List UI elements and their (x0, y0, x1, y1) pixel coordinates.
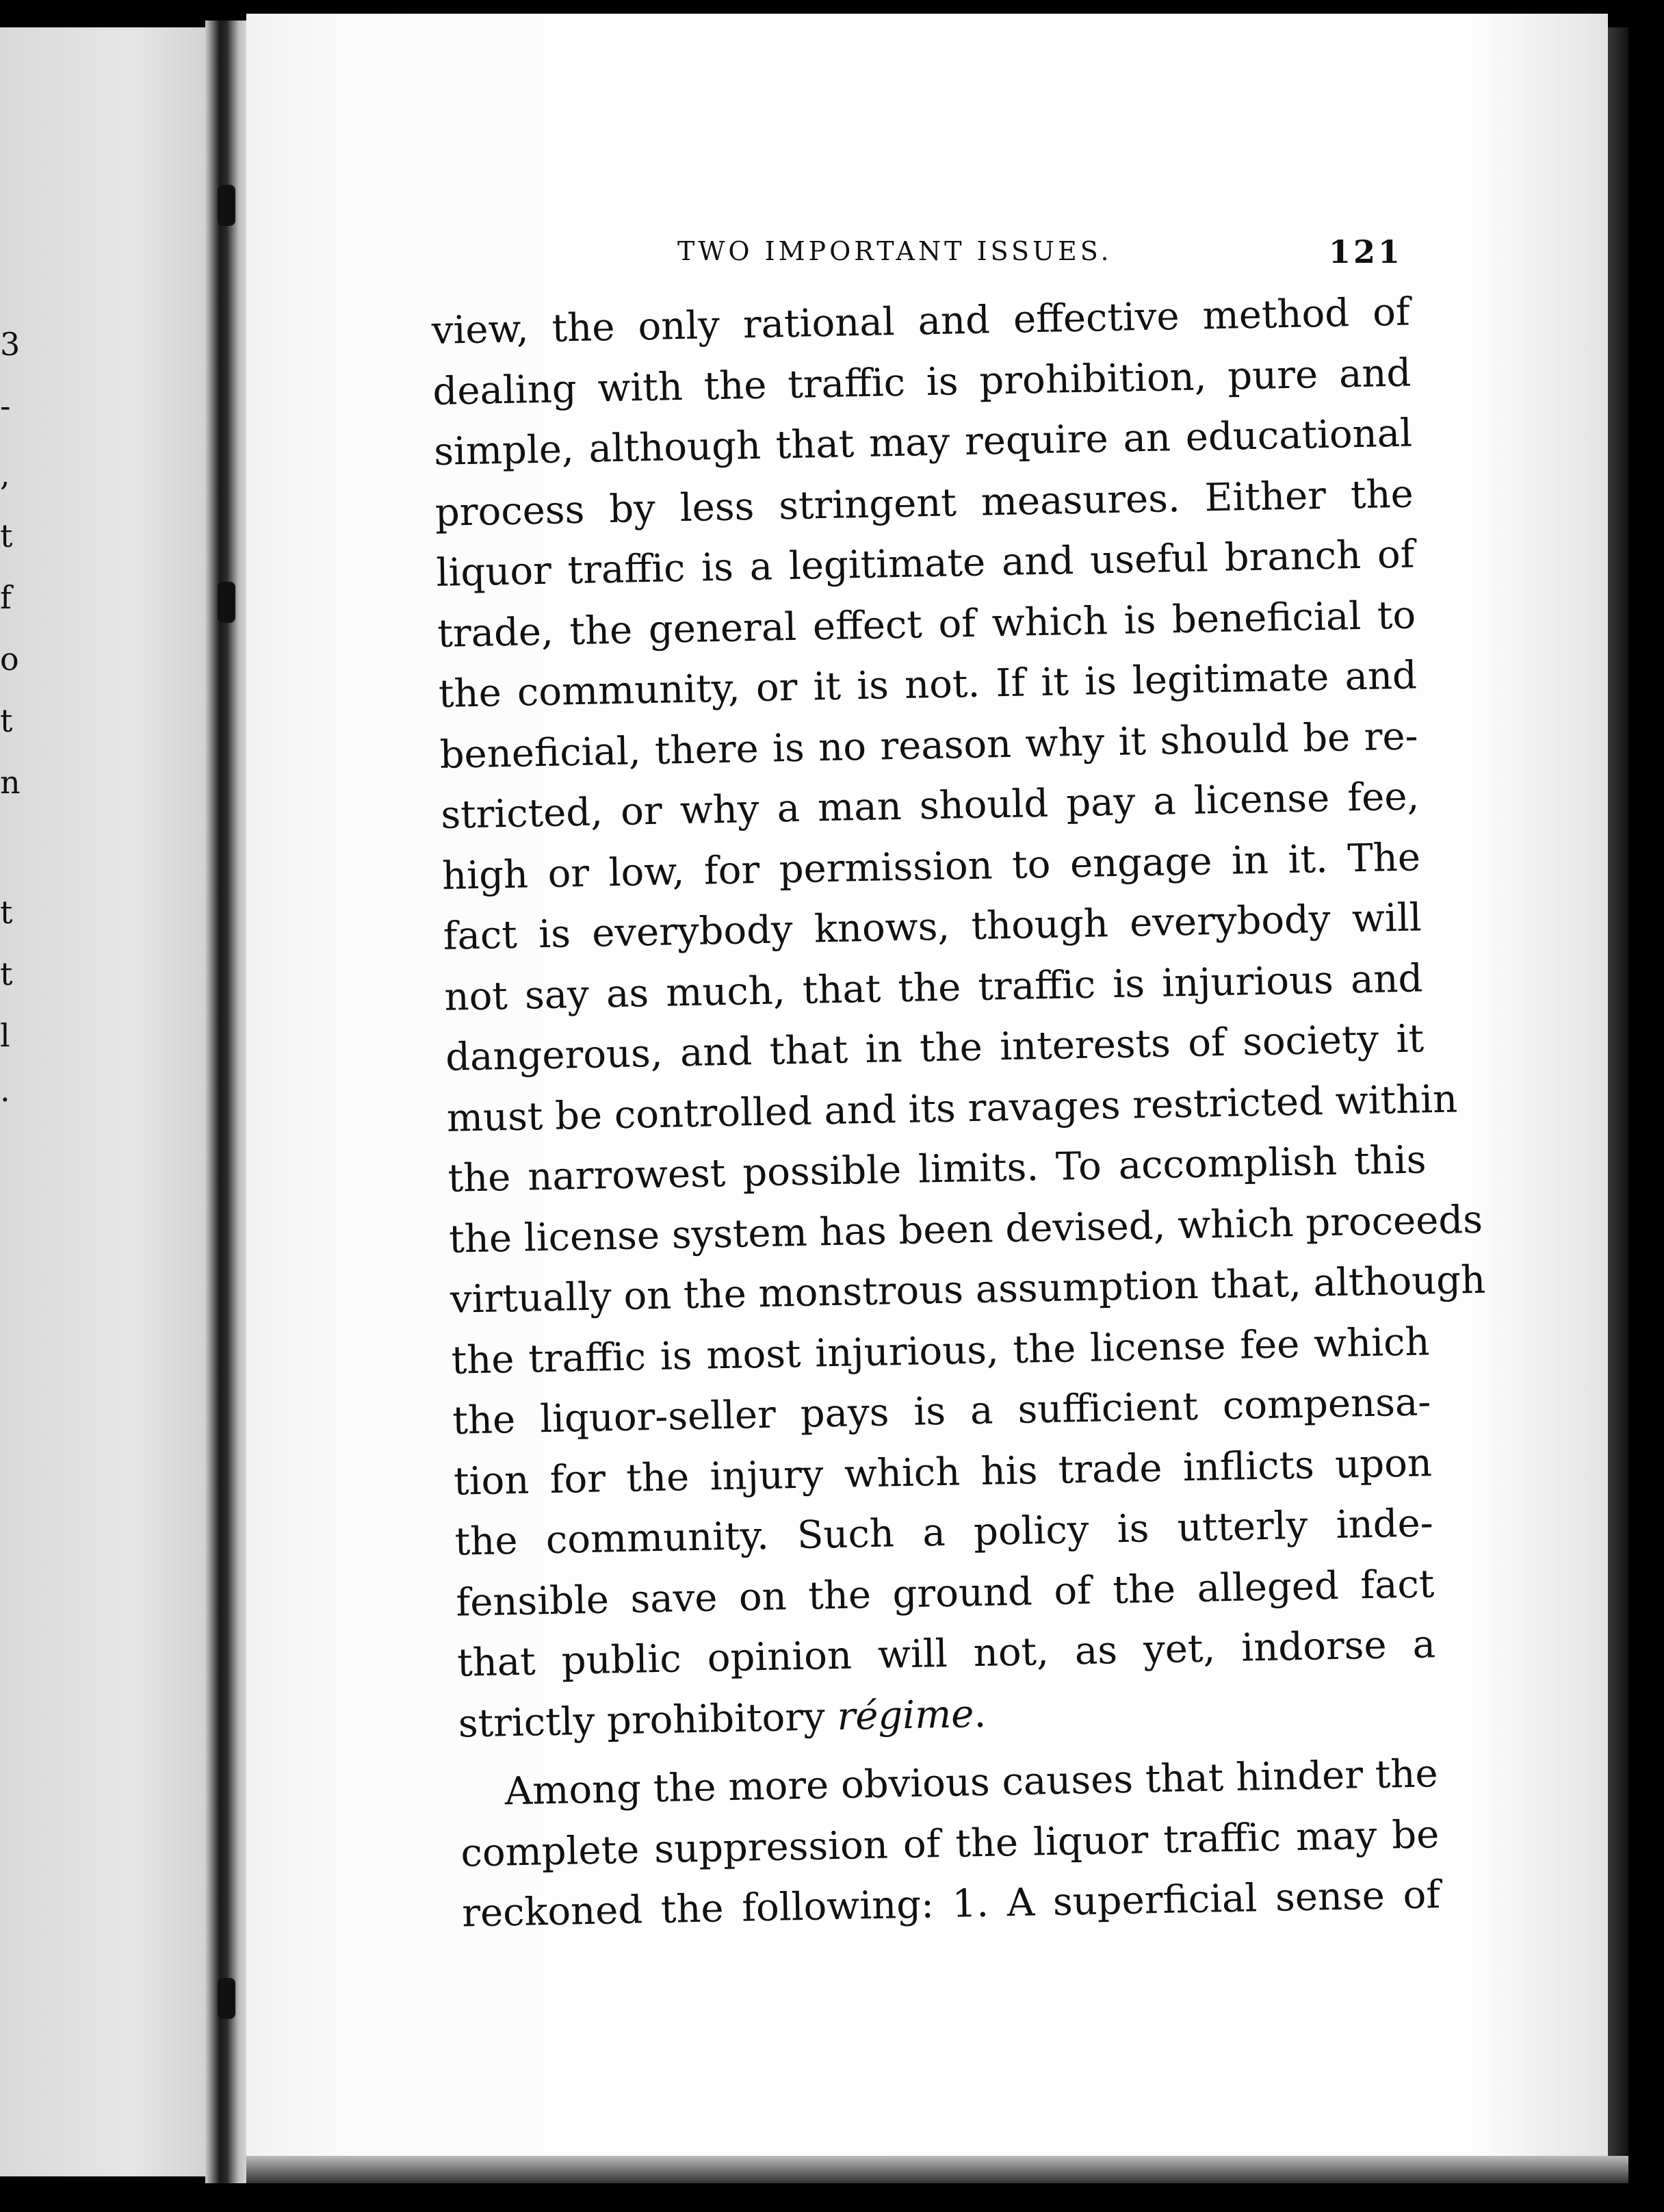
page-header (677, 233, 1403, 277)
text-line: Among the more obvious causes that hinder the (504, 1751, 1439, 1814)
left-page-glyph: o (0, 641, 19, 678)
text-line: reckoned the following: 1. A superficial sense of (461, 1873, 1441, 1936)
text-line: liquor traffic is a legitimate and useful branch of (436, 532, 1415, 595)
left-page-glyph: n (0, 764, 21, 801)
italic-word: régime (836, 1691, 974, 1739)
text-line: not say as much, that the traffic is injurious and (443, 955, 1423, 1020)
left-page-glyph: f (0, 579, 12, 616)
text-line: process by less stringent measures. Either the (434, 471, 1414, 535)
text-line: fact is everybody knows, though everybody will (443, 895, 1422, 959)
text-line: dangerous, and that in the interests of society it (445, 1016, 1425, 1080)
text-line: dealing with the traffic is prohibition, pure and (432, 350, 1412, 414)
page-bottom-shadow (246, 2156, 1628, 2183)
text-line: that public opinion will not, as yet, indorse a (456, 1622, 1436, 1686)
binding-stitch (218, 185, 235, 226)
text-line: the license system has been devised, which proceeds (448, 1197, 1483, 1262)
left-page-glyph: t (0, 894, 13, 931)
running-head: TWO IMPORTANT ISSUES. (677, 236, 1113, 266)
text-line: stricted, or why a man should pay a license fee, (440, 774, 1420, 838)
left-page-glyph: t (0, 517, 13, 554)
left-page-glyph: , (0, 456, 10, 493)
text-run: . (973, 1691, 987, 1736)
text-line: the liquor-seller pays is a sufficient compensa- (452, 1380, 1431, 1443)
text-line: high or low, for permission to engage in it. The (441, 834, 1421, 899)
binding-stitch (218, 582, 235, 623)
left-page-glyph: l (0, 1017, 10, 1054)
text-line: simple, although that may require an educational (433, 411, 1413, 474)
left-page-glyph: t (0, 955, 13, 992)
page-body (431, 283, 1486, 1945)
text-line: tion for the injury which his trade inflicts upon (453, 1440, 1433, 1504)
paragraph (459, 1744, 1441, 1944)
text-line: the traffic is most injurious, the license fee which (451, 1319, 1431, 1383)
binding-stitch (218, 1978, 235, 2019)
text-line: fensible save on the ground of the alleged fact (455, 1561, 1435, 1625)
page-number: 121 (1328, 233, 1403, 270)
text-line: the community. Such a policy is utterly inde- (454, 1501, 1434, 1565)
text-line: virtually on the monstrous assumption that, although (450, 1257, 1486, 1322)
text-run: strictly prohibitory (458, 1694, 838, 1747)
text-line: the community, or it is not. If it is legitimate and (438, 653, 1418, 717)
left-page-glyph: 3 (0, 326, 21, 363)
left-page-glyph: . (0, 1072, 10, 1109)
text-line: must be controlled and its ravages restricted within (446, 1076, 1458, 1141)
page-edge-shadow (1608, 27, 1628, 2163)
text-line: the narrowest possible limits. To accomplish this (447, 1137, 1427, 1201)
text-line: view, the only rational and effective method of (431, 290, 1411, 353)
text-line: beneficial, there is no reason why it should be re- (439, 713, 1419, 777)
text-line: trade, the general effect of which is beneficial to (437, 592, 1416, 656)
text-line: complete suppression of the liquor traffic may be (460, 1812, 1440, 1876)
left-page-glyph: - (0, 387, 11, 424)
left-page-fragment (0, 27, 219, 2176)
paragraph (431, 283, 1486, 1755)
left-page-glyph: t (0, 702, 13, 739)
